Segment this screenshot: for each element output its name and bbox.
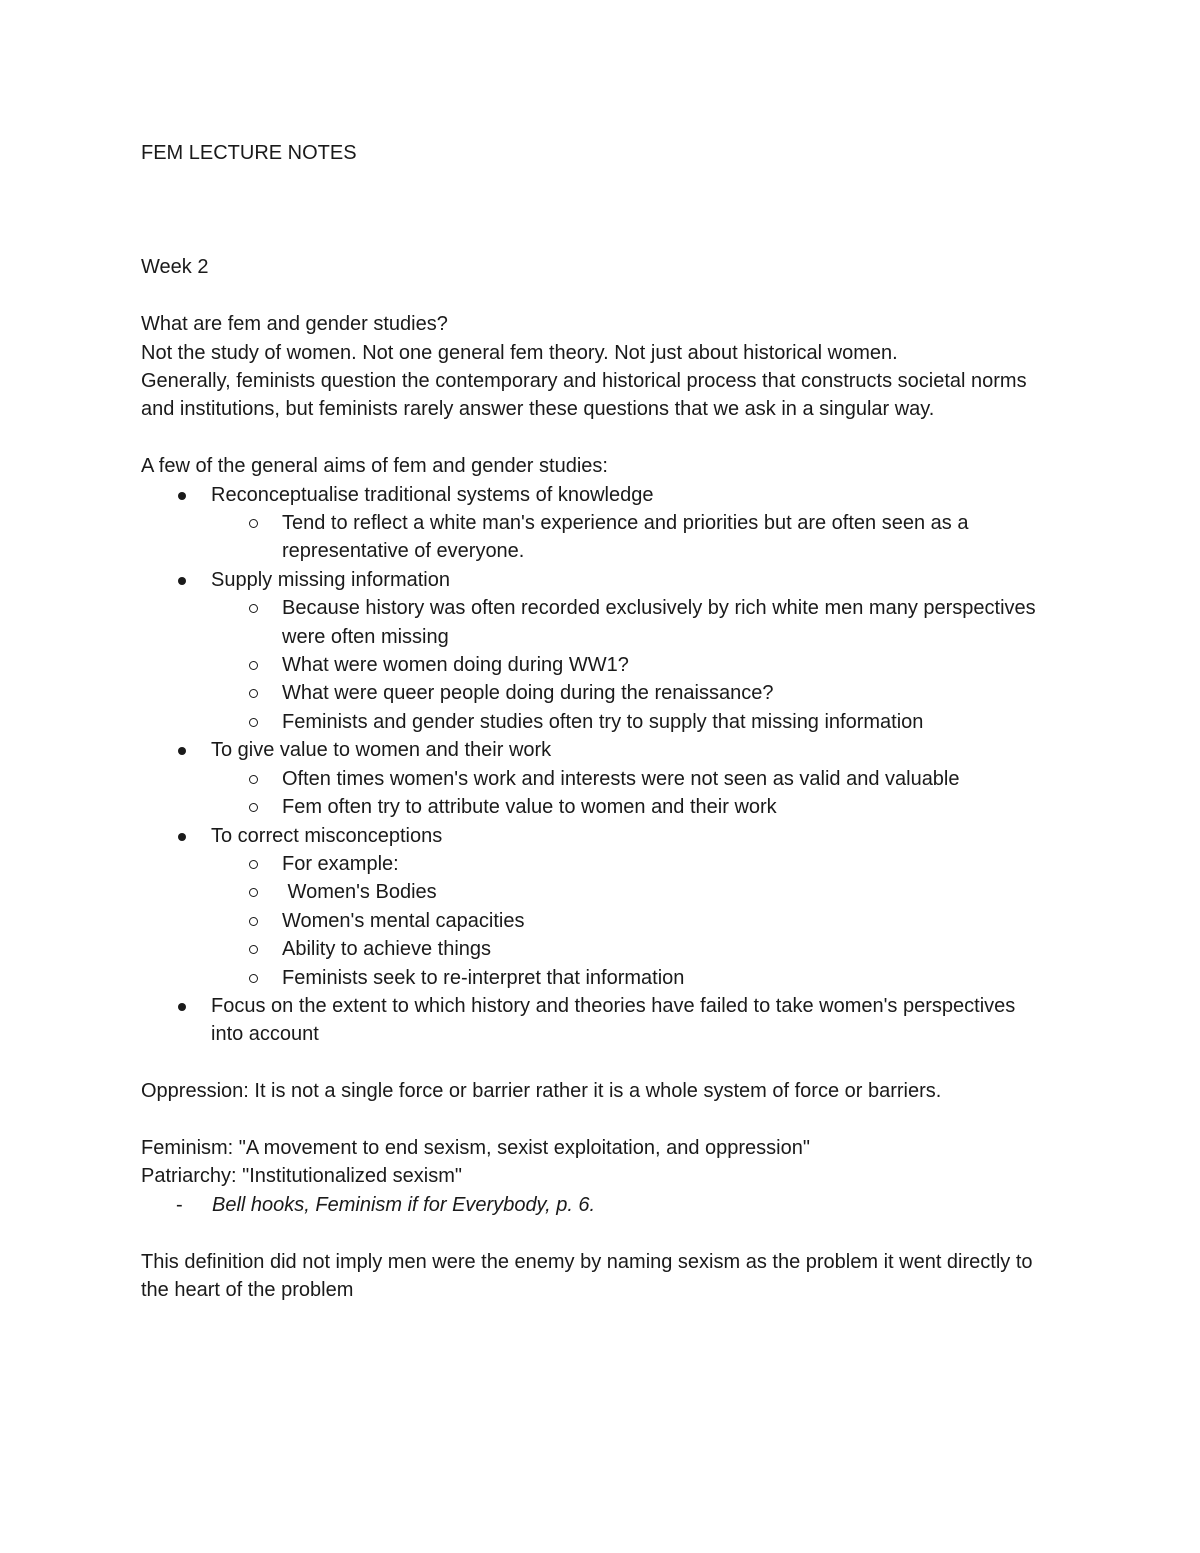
bullet-icon <box>178 833 186 841</box>
sub-item: Tend to reflect a white man's experience and priorities but are often seen as a representative of everyone. <box>282 509 1041 566</box>
sub-item: Feminists and gender studies often try to supply that missing information <box>282 708 1041 736</box>
hollow-bullet-icon <box>249 775 258 784</box>
bullet-icon <box>178 492 186 500</box>
feminism-definition: Feminism: "A movement to end sexism, sexist exploitation, and oppression" <box>141 1136 810 1159</box>
aim-item <box>211 736 1041 821</box>
aim-item <box>211 566 1041 736</box>
aim-item <box>211 481 1041 566</box>
question-line: What are fem and gender studies? <box>141 313 448 336</box>
aim-sublist <box>211 594 1041 736</box>
oppression-definition: Oppression: It is not a single force or barrier rather it is a whole system of force or barriers. <box>141 1080 942 1103</box>
sub-item: Because history was often recorded exclusively by rich white men many perspectives were often missing <box>282 594 1041 651</box>
sub-item: Feminists seek to re-interpret that information <box>282 964 1041 992</box>
hollow-bullet-icon <box>249 604 258 613</box>
sub-item: For example: <box>282 850 1041 878</box>
intro-paragraph: Generally, feminists question the contemporary and historical process that constructs societal norms and institutions, but feminists rarely answer these questions that we ask in a singular way. <box>141 370 1027 421</box>
week-heading: Week 2 <box>141 256 209 279</box>
sub-item: Ability to achieve things <box>282 935 1041 963</box>
hollow-bullet-icon <box>249 718 258 727</box>
bullet-icon <box>178 1003 186 1011</box>
hollow-bullet-icon <box>249 917 258 926</box>
sub-item: Women's Bodies <box>282 878 1041 906</box>
aim-text: To correct misconceptions <box>211 824 443 847</box>
aim-text: Reconceptualise traditional systems of knowledge <box>211 483 654 506</box>
bullet-icon <box>178 747 186 755</box>
sub-item: What were women doing during WW1? <box>282 651 1041 679</box>
aim-text: Supply missing information <box>211 568 450 591</box>
intro-line: Not the study of women. Not one general fem theory. Not just about historical women. <box>141 341 898 364</box>
aim-sublist <box>211 850 1041 992</box>
aim-text: Focus on the extent to which history and theories have failed to take women's perspectives into account <box>211 994 1016 1046</box>
document-page <box>141 139 1041 1304</box>
citation-text: Bell hooks, Feminism if for Everybody, p. 6. <box>212 1193 596 1216</box>
aim-text: To give value to women and their work <box>211 739 552 762</box>
aim-item <box>211 822 1041 992</box>
hollow-bullet-icon <box>249 803 258 812</box>
bullet-icon <box>178 577 186 585</box>
aim-sublist <box>211 509 1041 566</box>
citation-item <box>176 1191 1041 1219</box>
sub-item: Women's mental capacities <box>282 907 1041 935</box>
citation-list <box>141 1191 1041 1219</box>
hollow-bullet-icon <box>249 945 258 954</box>
aims-list <box>141 481 1041 1049</box>
aim-sublist <box>211 765 1041 822</box>
document-title: FEM LECTURE NOTES <box>141 142 357 164</box>
hollow-bullet-icon <box>249 689 258 698</box>
patriarchy-definition: Patriarchy: "Institutionalized sexism" <box>141 1165 462 1188</box>
hollow-bullet-icon <box>249 661 258 670</box>
hollow-bullet-icon <box>249 888 258 897</box>
aims-heading: A few of the general aims of fem and gender studies: <box>141 455 608 478</box>
conclusion-paragraph: This definition did not imply men were the enemy by naming sexism as the problem it went directly to the heart of the problem <box>141 1250 1033 1301</box>
hollow-bullet-icon <box>249 974 258 983</box>
hollow-bullet-icon <box>249 519 258 528</box>
sub-item: Often times women's work and interests were not seen as valid and valuable <box>282 765 1041 793</box>
aim-item <box>211 992 1041 1049</box>
hollow-bullet-icon <box>249 860 258 869</box>
sub-item: What were queer people doing during the renaissance? <box>282 679 1041 707</box>
sub-item: Fem often try to attribute value to women and their work <box>282 793 1041 821</box>
dash-marker: - <box>176 1193 183 1216</box>
